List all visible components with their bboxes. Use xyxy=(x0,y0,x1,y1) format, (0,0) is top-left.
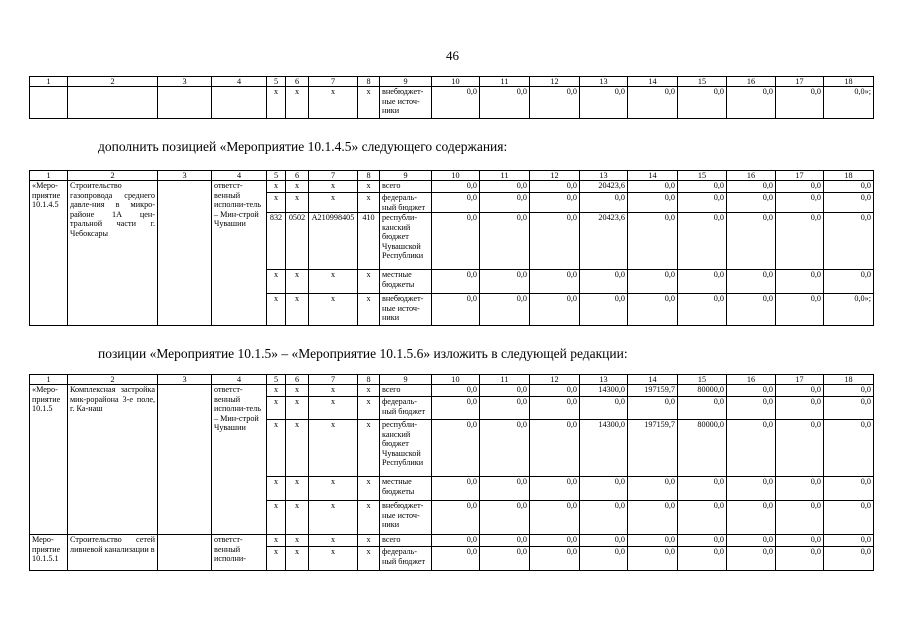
code-cell: х xyxy=(358,397,380,420)
code-cell: х xyxy=(267,193,286,213)
amount-cell: 20423,6 xyxy=(580,213,628,270)
measure-title-cell: Комплексная застройка мик-рорайона 3-е поле, г. Ка-наш xyxy=(68,385,158,535)
amount-cell: 0,0 xyxy=(678,501,727,535)
amount-cell: 0,0 xyxy=(776,477,824,501)
amount-cell: 0,0 xyxy=(727,294,776,326)
amount-cell: 0,0 xyxy=(628,87,678,119)
amount-cell: 0,0 xyxy=(824,397,874,420)
code-cell: х xyxy=(267,181,286,193)
amount-cell: 0,0 xyxy=(480,193,530,213)
amount-cell: 0,0 xyxy=(530,397,580,420)
amount-cell: 0,0 xyxy=(776,420,824,477)
amount-cell: 0,0 xyxy=(432,477,480,501)
column-number: 17 xyxy=(776,77,824,87)
amount-cell: 0,0 xyxy=(432,294,480,326)
code-cell: х xyxy=(267,535,286,547)
amount-cell: 0,0 xyxy=(727,385,776,397)
amount-cell: 0,0 xyxy=(580,87,628,119)
column-number: 14 xyxy=(628,375,678,385)
amount-cell: 0,0 xyxy=(776,270,824,294)
code-cell: х xyxy=(267,294,286,326)
column-number-row xyxy=(30,171,874,181)
amount-cell: 0,0 xyxy=(530,385,580,397)
funding-source-cell: республи-канский бюджет Чувашской Республики xyxy=(380,213,432,270)
column-number: 13 xyxy=(580,375,628,385)
code-cell: х xyxy=(286,535,309,547)
empty-cell xyxy=(212,87,267,119)
funding-source-cell: внебюджет-ные источ-ники xyxy=(380,87,432,119)
amount-cell: 0,0 xyxy=(530,420,580,477)
amount-cell: 0,0 xyxy=(432,193,480,213)
amount-cell: 0,0 xyxy=(580,535,628,547)
column-number: 14 xyxy=(628,171,678,181)
amount-cell: 0,0 xyxy=(432,420,480,477)
column-number: 9 xyxy=(380,77,432,87)
amount-cell: 0,0 xyxy=(727,87,776,119)
funding-source-cell: внебюджет-ные источ-ники xyxy=(380,294,432,326)
funding-source-cell: местные бюджеты xyxy=(380,270,432,294)
column-number: 3 xyxy=(158,77,212,87)
code-cell: х xyxy=(267,501,286,535)
column-number: 10 xyxy=(432,77,480,87)
funding-source-cell: местные бюджеты xyxy=(380,477,432,501)
column-number: 6 xyxy=(286,375,309,385)
empty-cell xyxy=(30,87,68,119)
column-number: 18 xyxy=(824,375,874,385)
column-number: 18 xyxy=(824,171,874,181)
amount-cell: 0,0 xyxy=(480,294,530,326)
amount-cell: 0,0 xyxy=(727,397,776,420)
budget-table-measure-10-1-4-5 xyxy=(29,170,874,326)
column-number: 12 xyxy=(530,375,580,385)
code-cell: 832 xyxy=(267,213,286,270)
amount-cell: 0,0 xyxy=(480,385,530,397)
amount-cell: 0,0 xyxy=(628,294,678,326)
amount-cell: 0,0 xyxy=(727,535,776,547)
code-cell: х xyxy=(309,87,358,119)
amount-cell: 14300,0 xyxy=(580,420,628,477)
code-cell: х xyxy=(358,385,380,397)
amount-cell: 20423,6 xyxy=(580,181,628,193)
column-number: 12 xyxy=(530,77,580,87)
responsible-executor-cell: ответст-венный исполни- xyxy=(212,535,267,571)
amount-cell: 80000,0 xyxy=(678,420,727,477)
amount-cell: 0,0 xyxy=(628,397,678,420)
code-cell: х xyxy=(358,294,380,326)
code-cell: х xyxy=(358,501,380,535)
amount-cell: 0,0 xyxy=(432,181,480,193)
column-number: 15 xyxy=(678,375,727,385)
code-cell: х xyxy=(267,477,286,501)
code-cell: х xyxy=(309,270,358,294)
code-cell: х xyxy=(286,87,309,119)
column-number: 3 xyxy=(158,375,212,385)
amount-cell: 0,0 xyxy=(530,213,580,270)
column-number: 16 xyxy=(727,375,776,385)
code-cell: х xyxy=(267,87,286,119)
amount-cell: 0,0 xyxy=(678,270,727,294)
code-cell: х xyxy=(286,181,309,193)
amount-cell: 0,0 xyxy=(776,547,824,571)
column-number: 6 xyxy=(286,171,309,181)
amount-cell: 0,0 xyxy=(628,535,678,547)
column-number: 13 xyxy=(580,171,628,181)
amount-cell: 0,0 xyxy=(530,501,580,535)
amount-cell: 0,0 xyxy=(776,87,824,119)
column-number: 8 xyxy=(358,77,380,87)
amount-cell: 0,0 xyxy=(824,547,874,571)
funding-source-cell: республи-канский бюджет Чувашской Республики xyxy=(380,420,432,477)
empty-cell xyxy=(158,87,212,119)
amount-cell: 0,0 xyxy=(580,397,628,420)
code-cell: х xyxy=(309,181,358,193)
amount-cell: 0,0 xyxy=(432,87,480,119)
column-number: 10 xyxy=(432,375,480,385)
code-cell: х xyxy=(267,547,286,571)
budget-table-measure-10-1-5 xyxy=(29,374,874,571)
code-cell: 410 xyxy=(358,213,380,270)
amount-cell: 0,0 xyxy=(824,270,874,294)
amount-cell: 0,0 xyxy=(678,535,727,547)
column-number: 15 xyxy=(678,171,727,181)
measure-title-cell: Строительство сетей ливневой канализации в xyxy=(68,535,158,571)
code-cell: А210998405 xyxy=(309,213,358,270)
heading-add-position: дополнить позицией «Мероприятие 10.1.4.5» следующего содержания: xyxy=(98,139,508,154)
column-number: 9 xyxy=(380,171,432,181)
amount-cell: 0,0»; xyxy=(824,294,874,326)
column-number: 7 xyxy=(309,171,358,181)
amount-cell: 0,0 xyxy=(628,501,678,535)
amount-cell: 0,0 xyxy=(824,501,874,535)
amount-cell: 0,0 xyxy=(480,270,530,294)
amount-cell: 0,0 xyxy=(480,477,530,501)
column-number: 6 xyxy=(286,77,309,87)
code-cell: х xyxy=(309,547,358,571)
column-number: 11 xyxy=(480,171,530,181)
column-number: 14 xyxy=(628,77,678,87)
column-number: 12 xyxy=(530,171,580,181)
amount-cell: 0,0 xyxy=(480,397,530,420)
column-number: 16 xyxy=(727,171,776,181)
amount-cell: 0,0 xyxy=(628,270,678,294)
amount-cell: 0,0 xyxy=(776,501,824,535)
budget-table-continuation xyxy=(29,76,874,119)
amount-cell: 0,0 xyxy=(580,501,628,535)
amount-cell: 0,0 xyxy=(678,477,727,501)
code-cell: х xyxy=(358,477,380,501)
amount-cell: 0,0 xyxy=(776,213,824,270)
amount-cell: 0,0 xyxy=(530,477,580,501)
measure-id-cell: «Меро-приятие 10.1.4.5 xyxy=(30,181,68,326)
col3-cell xyxy=(158,181,212,326)
amount-cell: 14300,0 xyxy=(580,385,628,397)
amount-cell: 0,0 xyxy=(530,535,580,547)
funding-source-cell: всего xyxy=(380,385,432,397)
amount-cell: 0,0 xyxy=(727,547,776,571)
amount-cell: 0,0 xyxy=(580,193,628,213)
amount-cell: 0,0 xyxy=(727,213,776,270)
column-number: 1 xyxy=(30,77,68,87)
column-number: 4 xyxy=(212,171,267,181)
amount-cell: 0,0 xyxy=(678,87,727,119)
column-number: 7 xyxy=(309,375,358,385)
column-number: 2 xyxy=(68,171,158,181)
code-cell: х xyxy=(358,270,380,294)
column-number-row xyxy=(30,77,874,87)
amount-cell: 0,0 xyxy=(678,193,727,213)
column-number: 10 xyxy=(432,171,480,181)
code-cell: х xyxy=(286,397,309,420)
amount-cell: 0,0 xyxy=(530,181,580,193)
code-cell: х xyxy=(309,385,358,397)
amount-cell: 0,0 xyxy=(776,535,824,547)
amount-cell: 0,0 xyxy=(678,294,727,326)
amount-cell: 0,0 xyxy=(480,420,530,477)
amount-cell: 0,0 xyxy=(628,477,678,501)
code-cell: х xyxy=(358,420,380,477)
amount-cell: 0,0 xyxy=(824,385,874,397)
amount-cell: 0,0 xyxy=(530,294,580,326)
amount-cell: 0,0 xyxy=(432,213,480,270)
column-number: 11 xyxy=(480,77,530,87)
code-cell: х xyxy=(358,193,380,213)
code-cell: х xyxy=(309,294,358,326)
column-number: 1 xyxy=(30,375,68,385)
table-row xyxy=(30,535,874,547)
code-cell: х xyxy=(309,477,358,501)
amount-cell: 197159,7 xyxy=(628,420,678,477)
code-cell: х xyxy=(309,397,358,420)
code-cell: х xyxy=(267,385,286,397)
table-row xyxy=(30,385,874,397)
amount-cell: 0,0 xyxy=(480,547,530,571)
column-number: 7 xyxy=(309,77,358,87)
code-cell: х xyxy=(286,193,309,213)
amount-cell: 0,0 xyxy=(824,193,874,213)
column-number: 8 xyxy=(358,375,380,385)
column-number: 11 xyxy=(480,375,530,385)
amount-cell: 0,0 xyxy=(678,397,727,420)
amount-cell: 0,0 xyxy=(776,397,824,420)
amount-cell: 0,0 xyxy=(432,385,480,397)
funding-source-cell: внебюджет-ные источ-ники xyxy=(380,501,432,535)
responsible-executor-cell: ответст-венный исполни-тель – Мин-строй Чувашии xyxy=(212,385,267,535)
amount-cell: 0,0 xyxy=(776,385,824,397)
amount-cell: 197159,7 xyxy=(628,385,678,397)
amount-cell: 0,0 xyxy=(580,547,628,571)
amount-cell: 0,0 xyxy=(628,193,678,213)
amount-cell: 0,0 xyxy=(678,181,727,193)
amount-cell: 0,0 xyxy=(480,213,530,270)
code-cell: х xyxy=(309,501,358,535)
empty-cell xyxy=(68,87,158,119)
column-number: 4 xyxy=(212,77,267,87)
column-number: 8 xyxy=(358,171,380,181)
code-cell: х xyxy=(286,477,309,501)
page-number: 46 xyxy=(446,48,459,63)
amount-cell: 0,0 xyxy=(530,547,580,571)
amount-cell: 0,0 xyxy=(530,270,580,294)
amount-cell: 0,0 xyxy=(432,535,480,547)
column-number: 2 xyxy=(68,375,158,385)
amount-cell: 0,0 xyxy=(776,181,824,193)
amount-cell: 0,0 xyxy=(727,477,776,501)
amount-cell: 0,0 xyxy=(628,181,678,193)
measure-id-cell: Меро-приятие 10.1.5.1 xyxy=(30,535,68,571)
code-cell: х xyxy=(267,397,286,420)
col3-cell xyxy=(158,385,212,535)
column-number: 5 xyxy=(267,171,286,181)
table-row xyxy=(30,181,874,193)
amount-cell: 0,0 xyxy=(480,181,530,193)
amount-cell: 0,0 xyxy=(580,270,628,294)
column-number: 5 xyxy=(267,375,286,385)
code-cell: х xyxy=(286,270,309,294)
column-number: 15 xyxy=(678,77,727,87)
amount-cell: 0,0 xyxy=(824,535,874,547)
code-cell: х xyxy=(358,547,380,571)
code-cell: х xyxy=(309,193,358,213)
code-cell: х xyxy=(309,535,358,547)
amount-cell: 0,0 xyxy=(530,193,580,213)
responsible-executor-cell: ответст-венный исполни-тель – Мин-строй Чувашии xyxy=(212,181,267,326)
amount-cell: 0,0»; xyxy=(824,87,874,119)
column-number: 2 xyxy=(68,77,158,87)
column-number: 5 xyxy=(267,77,286,87)
amount-cell: 0,0 xyxy=(480,87,530,119)
amount-cell: 0,0 xyxy=(727,193,776,213)
column-number: 17 xyxy=(776,171,824,181)
column-number: 16 xyxy=(727,77,776,87)
column-number: 18 xyxy=(824,77,874,87)
amount-cell: 0,0 xyxy=(432,270,480,294)
amount-cell: 0,0 xyxy=(678,547,727,571)
code-cell: х xyxy=(358,535,380,547)
amount-cell: 0,0 xyxy=(530,87,580,119)
amount-cell: 0,0 xyxy=(432,547,480,571)
amount-cell: 0,0 xyxy=(480,535,530,547)
amount-cell: 0,0 xyxy=(727,501,776,535)
funding-source-cell: федераль-ный бюджет xyxy=(380,193,432,213)
amount-cell: 0,0 xyxy=(480,501,530,535)
code-cell: х xyxy=(358,87,380,119)
funding-source-cell: всего xyxy=(380,181,432,193)
code-cell: х xyxy=(267,420,286,477)
table-row xyxy=(30,87,874,119)
measure-id-cell: «Меро-приятие 10.1.5 xyxy=(30,385,68,535)
amount-cell: 0,0 xyxy=(727,420,776,477)
amount-cell: 0,0 xyxy=(678,213,727,270)
code-cell: х xyxy=(309,420,358,477)
code-cell: х xyxy=(267,270,286,294)
funding-source-cell: федераль-ный бюджет xyxy=(380,397,432,420)
code-cell: х xyxy=(286,294,309,326)
amount-cell: 0,0 xyxy=(824,477,874,501)
column-number: 3 xyxy=(158,171,212,181)
code-cell: х xyxy=(358,181,380,193)
amount-cell: 0,0 xyxy=(776,294,824,326)
amount-cell: 80000,0 xyxy=(678,385,727,397)
column-number: 17 xyxy=(776,375,824,385)
amount-cell: 0,0 xyxy=(580,294,628,326)
code-cell: х xyxy=(286,547,309,571)
code-cell: х xyxy=(286,420,309,477)
amount-cell: 0,0 xyxy=(727,270,776,294)
column-number: 9 xyxy=(380,375,432,385)
amount-cell: 0,0 xyxy=(727,181,776,193)
amount-cell: 0,0 xyxy=(628,547,678,571)
funding-source-cell: федераль-ный бюджет xyxy=(380,547,432,571)
col3-cell xyxy=(158,535,212,571)
amount-cell: 0,0 xyxy=(824,181,874,193)
column-number: 1 xyxy=(30,171,68,181)
heading-new-edition: позиции «Мероприятие 10.1.5» – «Мероприятие 10.1.5.6» изложить в следующей редакции: xyxy=(98,346,628,361)
amount-cell: 0,0 xyxy=(580,477,628,501)
funding-source-cell: всего xyxy=(380,535,432,547)
amount-cell: 0,0 xyxy=(824,213,874,270)
amount-cell: 0,0 xyxy=(628,213,678,270)
amount-cell: 0,0 xyxy=(432,501,480,535)
measure-title-cell: Строительство газопровода среднего давле-ния в микро-районе 1А цен-тральной части г. Чебоксары xyxy=(68,181,158,326)
column-number: 4 xyxy=(212,375,267,385)
amount-cell: 0,0 xyxy=(824,420,874,477)
code-cell: х xyxy=(286,501,309,535)
column-number: 13 xyxy=(580,77,628,87)
amount-cell: 0,0 xyxy=(432,397,480,420)
amount-cell: 0,0 xyxy=(776,193,824,213)
code-cell: 0502 xyxy=(286,213,309,270)
code-cell: х xyxy=(286,385,309,397)
column-number-row xyxy=(30,375,874,385)
